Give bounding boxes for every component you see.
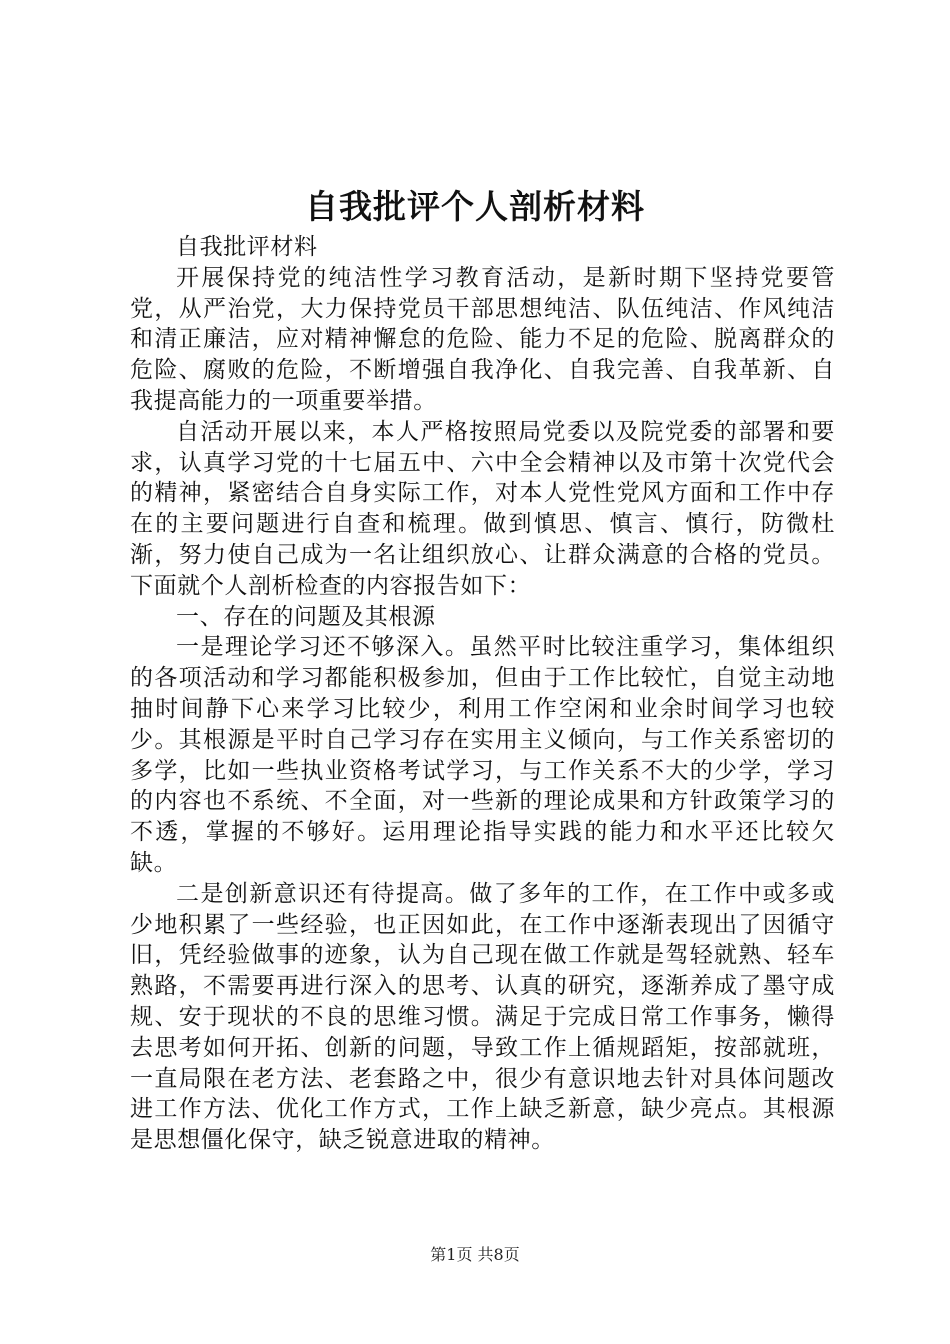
page-footer: 第1页 共8页 bbox=[430, 1245, 520, 1264]
document-title: 自我批评个人剖析材料 bbox=[305, 187, 645, 226]
section-heading: 一、存在的问题及其根源 bbox=[176, 603, 436, 630]
paragraph-innovation: 二是创新意识还有待提高。做了多年的工作，在工作中或多或少地积累了一些经验，也正因如此，在工作中逐渐表现出了因循守旧，凭经验做事的迹象，认为自己现在做工作就是驾轻就熟、轻车熟路，不需要再进行深入的思考、认真的研究，逐渐养成了墨守成规、安于现状的不良的思维习惯。满足于完成日常工作事务，懒得去思考如何开拓、创新的问题，导致工作上循规蹈矩，按部就班，一直局限在老方法、老套路之中，很少有意识地去针对具体问题改进工作方法、优化工作方式，工作上缺乏新意，缺少亮点。其根源是思想僵化保守，缺乏锐意进取的精神。 bbox=[130, 880, 835, 1154]
paragraph-intro: 开展保持党的纯洁性学习教育活动，是新时期下坚持党要管党，从严治党，大力保持党员干部思想纯洁、队伍纯洁、作风纯洁和清正廉洁，应对精神懈怠的危险、能力不足的危险、脱离群众的危险、腐败的危险，不断增强自我净化、自我完善、自我革新、自我提高能力的一项重要举措。 bbox=[130, 264, 835, 414]
paragraph-subtitle: 自我批评材料 bbox=[176, 234, 318, 260]
paragraph-theory-study: 一是理论学习还不够深入。虽然平时比较注重学习，集体组织的各项活动和学习都能积极参加，但由于工作比较忙，自觉主动地抽时间静下心来学习比较少，利用工作空闲和业余时间学习也较少。其根源是平时自己学习存在实用主义倾向，与工作关系密切的多学，比如一些执业资格考试学习，与工作关系不大的少学，学习的内容也不系统、不全面，对一些新的理论成果和方针政策学习的不透，掌握的不够好。运用理论指导实践的能力和水平还比较欠缺。 bbox=[130, 634, 835, 876]
paragraph-overview: 自活动开展以来，本人严格按照局党委以及院党委的部署和要求，认真学习党的十七届五中、六中全会精神以及市第十次党代会的精神，紧密结合自身实际工作，对本人党性党风方面和工作中存在的主要问题进行自查和梳理。做到慎思、慎言、慎行，防微杜渐，努力使自己成为一名让组织放心、让群众满意的合格的党员。下面就个人剖析检查的内容报告如下： bbox=[130, 418, 835, 599]
document-body bbox=[130, 232, 835, 1156]
